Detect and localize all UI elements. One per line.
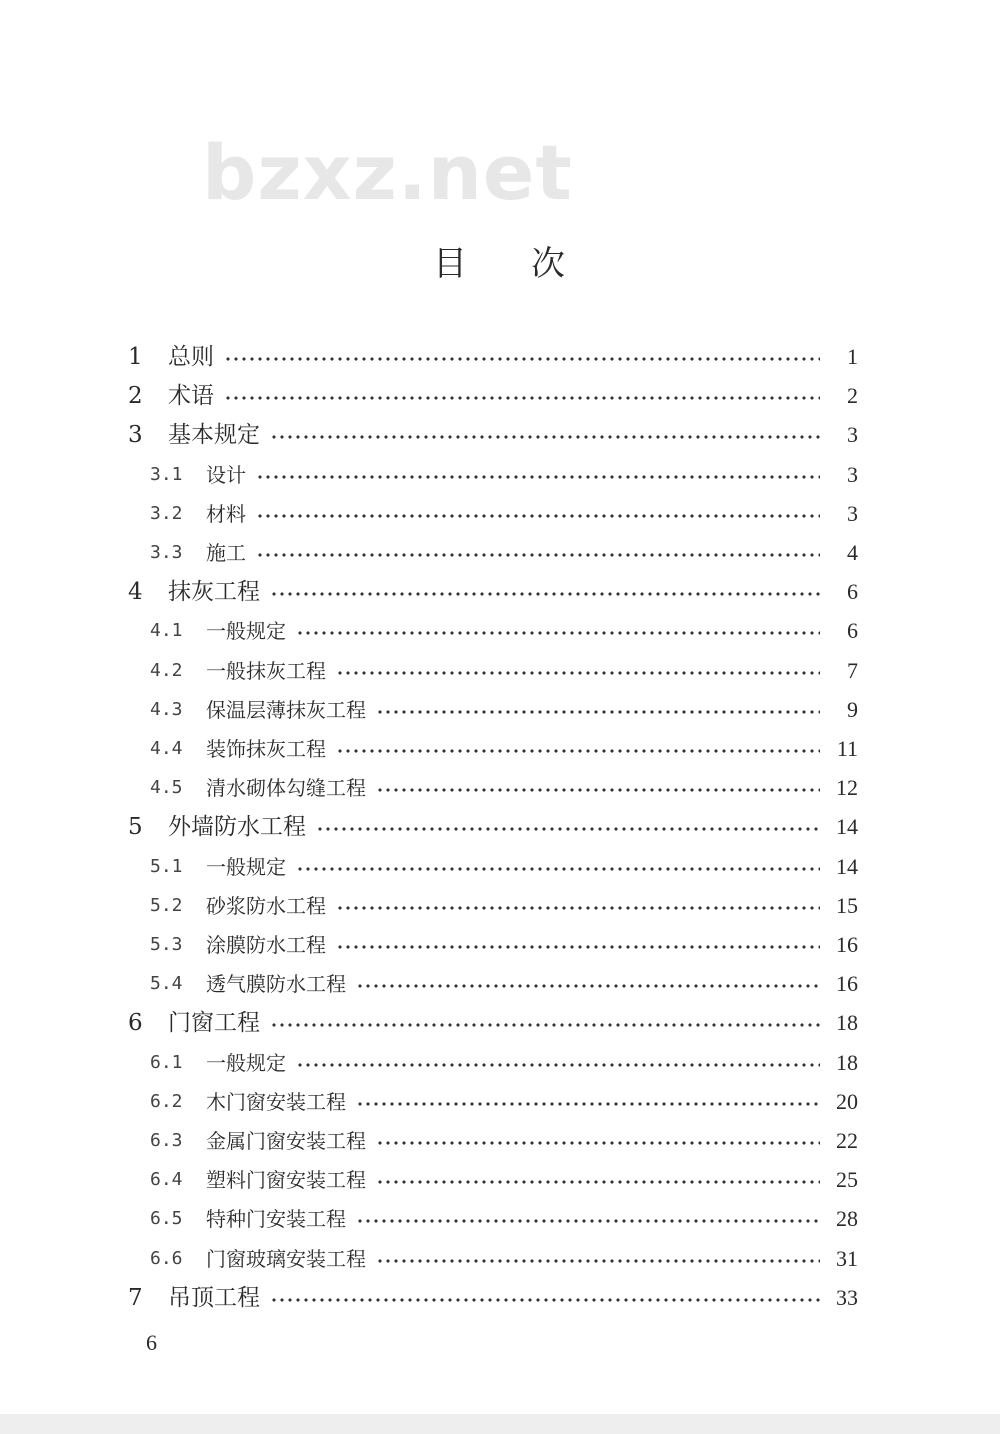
toc-entry-page: 22 <box>836 1128 858 1153</box>
toc-leader-dots <box>356 1102 820 1106</box>
watermark: bzxz.net <box>202 128 573 217</box>
toc-entry-number: 3.3 <box>150 542 183 563</box>
toc-entry-page: 1 <box>847 344 858 369</box>
toc-entry-number: 4.3 <box>150 698 183 720</box>
toc-leader-dots <box>376 1141 820 1145</box>
toc-entry-title: 一般规定 <box>206 619 286 644</box>
toc-entry-page: 15 <box>836 892 858 918</box>
toc-entry-number: 6 <box>128 1010 143 1037</box>
toc-entry-number: 6.5 <box>150 1208 183 1230</box>
toc-entry-page: 9 <box>847 696 858 722</box>
toc-entry-title: 透气膜防水工程 <box>206 972 346 997</box>
toc-entry-title: 外墙防水工程 <box>168 814 306 841</box>
title-char-1: 目 <box>433 244 469 284</box>
toc-leader-dots <box>356 984 820 988</box>
toc-entry[interactable] <box>150 1122 858 1160</box>
toc-entry-page: 3 <box>847 422 858 448</box>
toc-entry-number: 5.4 <box>150 973 183 995</box>
toc-entry-page: 7 <box>847 657 858 683</box>
toc-entry[interactable] <box>150 730 858 768</box>
toc-entry-page: 33 <box>836 1284 858 1310</box>
toc-leader-dots <box>376 1259 820 1263</box>
toc-entry-page: 6 <box>847 618 858 644</box>
toc-entry-page: 4 <box>847 540 858 565</box>
toc-entry[interactable] <box>150 495 858 533</box>
toc-entry-title: 材料 <box>206 501 246 526</box>
toc-leader-dots <box>224 396 820 400</box>
toc-entry-title: 塑料门窗安装工程 <box>206 1168 366 1193</box>
toc-entry-page: 6 <box>847 579 858 605</box>
toc-entry-title: 涂膜防水工程 <box>206 933 326 957</box>
toc-entry-number: 6.3 <box>150 1130 183 1151</box>
toc-entry[interactable] <box>150 1200 858 1238</box>
toc-entry[interactable] <box>150 926 858 964</box>
toc-entry[interactable] <box>128 1279 858 1317</box>
toc-leader-dots <box>256 514 820 518</box>
toc-entry-page: 3 <box>847 461 858 487</box>
toc-entry-number: 4.2 <box>150 659 183 681</box>
toc-entry-title: 保温层薄抹灰工程 <box>206 697 366 722</box>
toc-entry-page: 20 <box>836 1088 858 1114</box>
toc-leader-dots <box>376 1180 820 1184</box>
toc-entry-page: 14 <box>836 814 858 840</box>
toc-entry-title: 施工 <box>206 541 246 565</box>
toc-leader-dots <box>256 475 820 479</box>
toc-entry[interactable] <box>150 456 858 494</box>
toc-entry-page: 16 <box>836 932 858 957</box>
toc-entry[interactable] <box>150 1083 858 1121</box>
toc-entry-title: 一般抹灰工程 <box>206 658 326 683</box>
toc-leader-dots <box>270 1298 820 1302</box>
toc-leader-dots <box>336 945 820 949</box>
toc-entry-title: 抹灰工程 <box>168 579 260 606</box>
toc-entry-title: 砂浆防水工程 <box>206 893 326 918</box>
toc-entry-number: 7 <box>128 1284 143 1311</box>
toc-entry[interactable] <box>150 769 858 807</box>
toc-leader-dots <box>256 553 820 557</box>
toc-leader-dots <box>336 906 820 910</box>
toc-entry[interactable] <box>128 416 858 454</box>
toc-entry-page: 11 <box>836 736 858 761</box>
toc-entry-number: 4.4 <box>150 738 183 759</box>
toc-entry[interactable] <box>128 808 858 846</box>
toc-entry-title: 门窗工程 <box>168 1010 260 1037</box>
toc-entry-title: 装饰抹灰工程 <box>206 737 326 761</box>
toc-entry-page: 28 <box>836 1206 858 1232</box>
toc-entry-number: 2 <box>128 383 143 410</box>
toc-entry[interactable] <box>150 1161 858 1199</box>
toc-entry-number: 6.6 <box>150 1247 183 1269</box>
toc-entry-page: 2 <box>847 383 858 409</box>
toc-leader-dots <box>336 671 820 675</box>
toc-entry-number: 6.4 <box>150 1169 183 1191</box>
toc-entry-number: 6.1 <box>150 1051 183 1073</box>
toc-entry[interactable] <box>150 652 858 690</box>
toc-entry-number: 5 <box>128 814 143 841</box>
toc-entry-number: 6.2 <box>150 1090 183 1112</box>
toc-entry-title: 木门窗安装工程 <box>206 1089 346 1114</box>
toc-leader-dots <box>376 710 820 714</box>
toc-entry-page: 14 <box>836 853 858 879</box>
toc-entry-page: 25 <box>836 1167 858 1193</box>
toc-entry-number: 3 <box>128 422 143 449</box>
toc-entry-page: 18 <box>836 1010 858 1036</box>
page-number: 6 <box>146 1330 157 1355</box>
toc-entry[interactable] <box>150 887 858 925</box>
toc-entry-title: 设计 <box>206 462 246 487</box>
toc-leader-dots <box>296 867 820 871</box>
toc-entry-title: 术语 <box>168 383 214 410</box>
toc-leader-dots <box>224 357 820 361</box>
toc-leader-dots <box>316 827 820 831</box>
toc-entry-number: 5.3 <box>150 934 183 955</box>
toc-entry-number: 1 <box>128 344 143 370</box>
toc-entry[interactable] <box>128 573 858 611</box>
toc-entry-title: 基本规定 <box>168 422 260 449</box>
toc-entry[interactable] <box>150 691 858 729</box>
toc-entry-page: 12 <box>836 775 858 801</box>
toc-entry-title: 一般规定 <box>206 854 286 879</box>
toc-entry[interactable] <box>128 377 858 415</box>
toc-entry-number: 4 <box>128 579 143 606</box>
toc-entry-title: 清水砌体勾缝工程 <box>206 776 366 801</box>
toc-entry-number: 3.2 <box>150 502 183 524</box>
toc-leader-dots <box>270 1023 820 1027</box>
toc-entry[interactable] <box>150 965 858 1003</box>
toc-entry-title: 一般规定 <box>206 1050 286 1075</box>
toc-entry-number: 4.1 <box>150 620 183 642</box>
toc-entry-page: 16 <box>836 971 858 997</box>
toc-leader-dots <box>270 592 820 596</box>
toc-entry-title: 吊顶工程 <box>168 1284 260 1311</box>
toc-entry[interactable] <box>150 1044 858 1082</box>
page-title <box>0 236 1000 285</box>
toc-leader-dots <box>336 749 820 753</box>
toc-entry-title: 特种门安装工程 <box>206 1207 346 1232</box>
toc-entry-page: 31 <box>836 1245 858 1271</box>
toc-entry-title: 总则 <box>168 344 214 370</box>
toc-entry[interactable] <box>150 612 858 650</box>
toc-entry-title: 门窗玻璃安装工程 <box>206 1246 366 1271</box>
toc-entry[interactable] <box>150 848 858 886</box>
toc-leader-dots <box>356 1219 820 1223</box>
toc-leader-dots <box>376 788 820 792</box>
toc-entry-page: 3 <box>847 500 858 526</box>
bottom-strip <box>0 1414 1000 1434</box>
title-char-2: 次 <box>531 244 567 284</box>
toc-leader-dots <box>296 631 820 635</box>
toc-entry-page: 18 <box>836 1049 858 1075</box>
toc-leader-dots <box>270 435 820 439</box>
toc-entry-number: 4.5 <box>150 777 183 799</box>
toc-entry-number: 5.1 <box>150 855 183 877</box>
toc-leader-dots <box>296 1063 820 1067</box>
toc-entry-title: 金属门窗安装工程 <box>206 1129 366 1153</box>
toc-entry-number: 3.1 <box>150 463 183 485</box>
toc-entry[interactable] <box>128 1004 858 1042</box>
toc-entry-number: 5.2 <box>150 894 183 916</box>
toc-entry[interactable] <box>150 534 858 572</box>
toc-entry[interactable] <box>128 338 858 376</box>
toc-entry[interactable] <box>150 1240 858 1278</box>
